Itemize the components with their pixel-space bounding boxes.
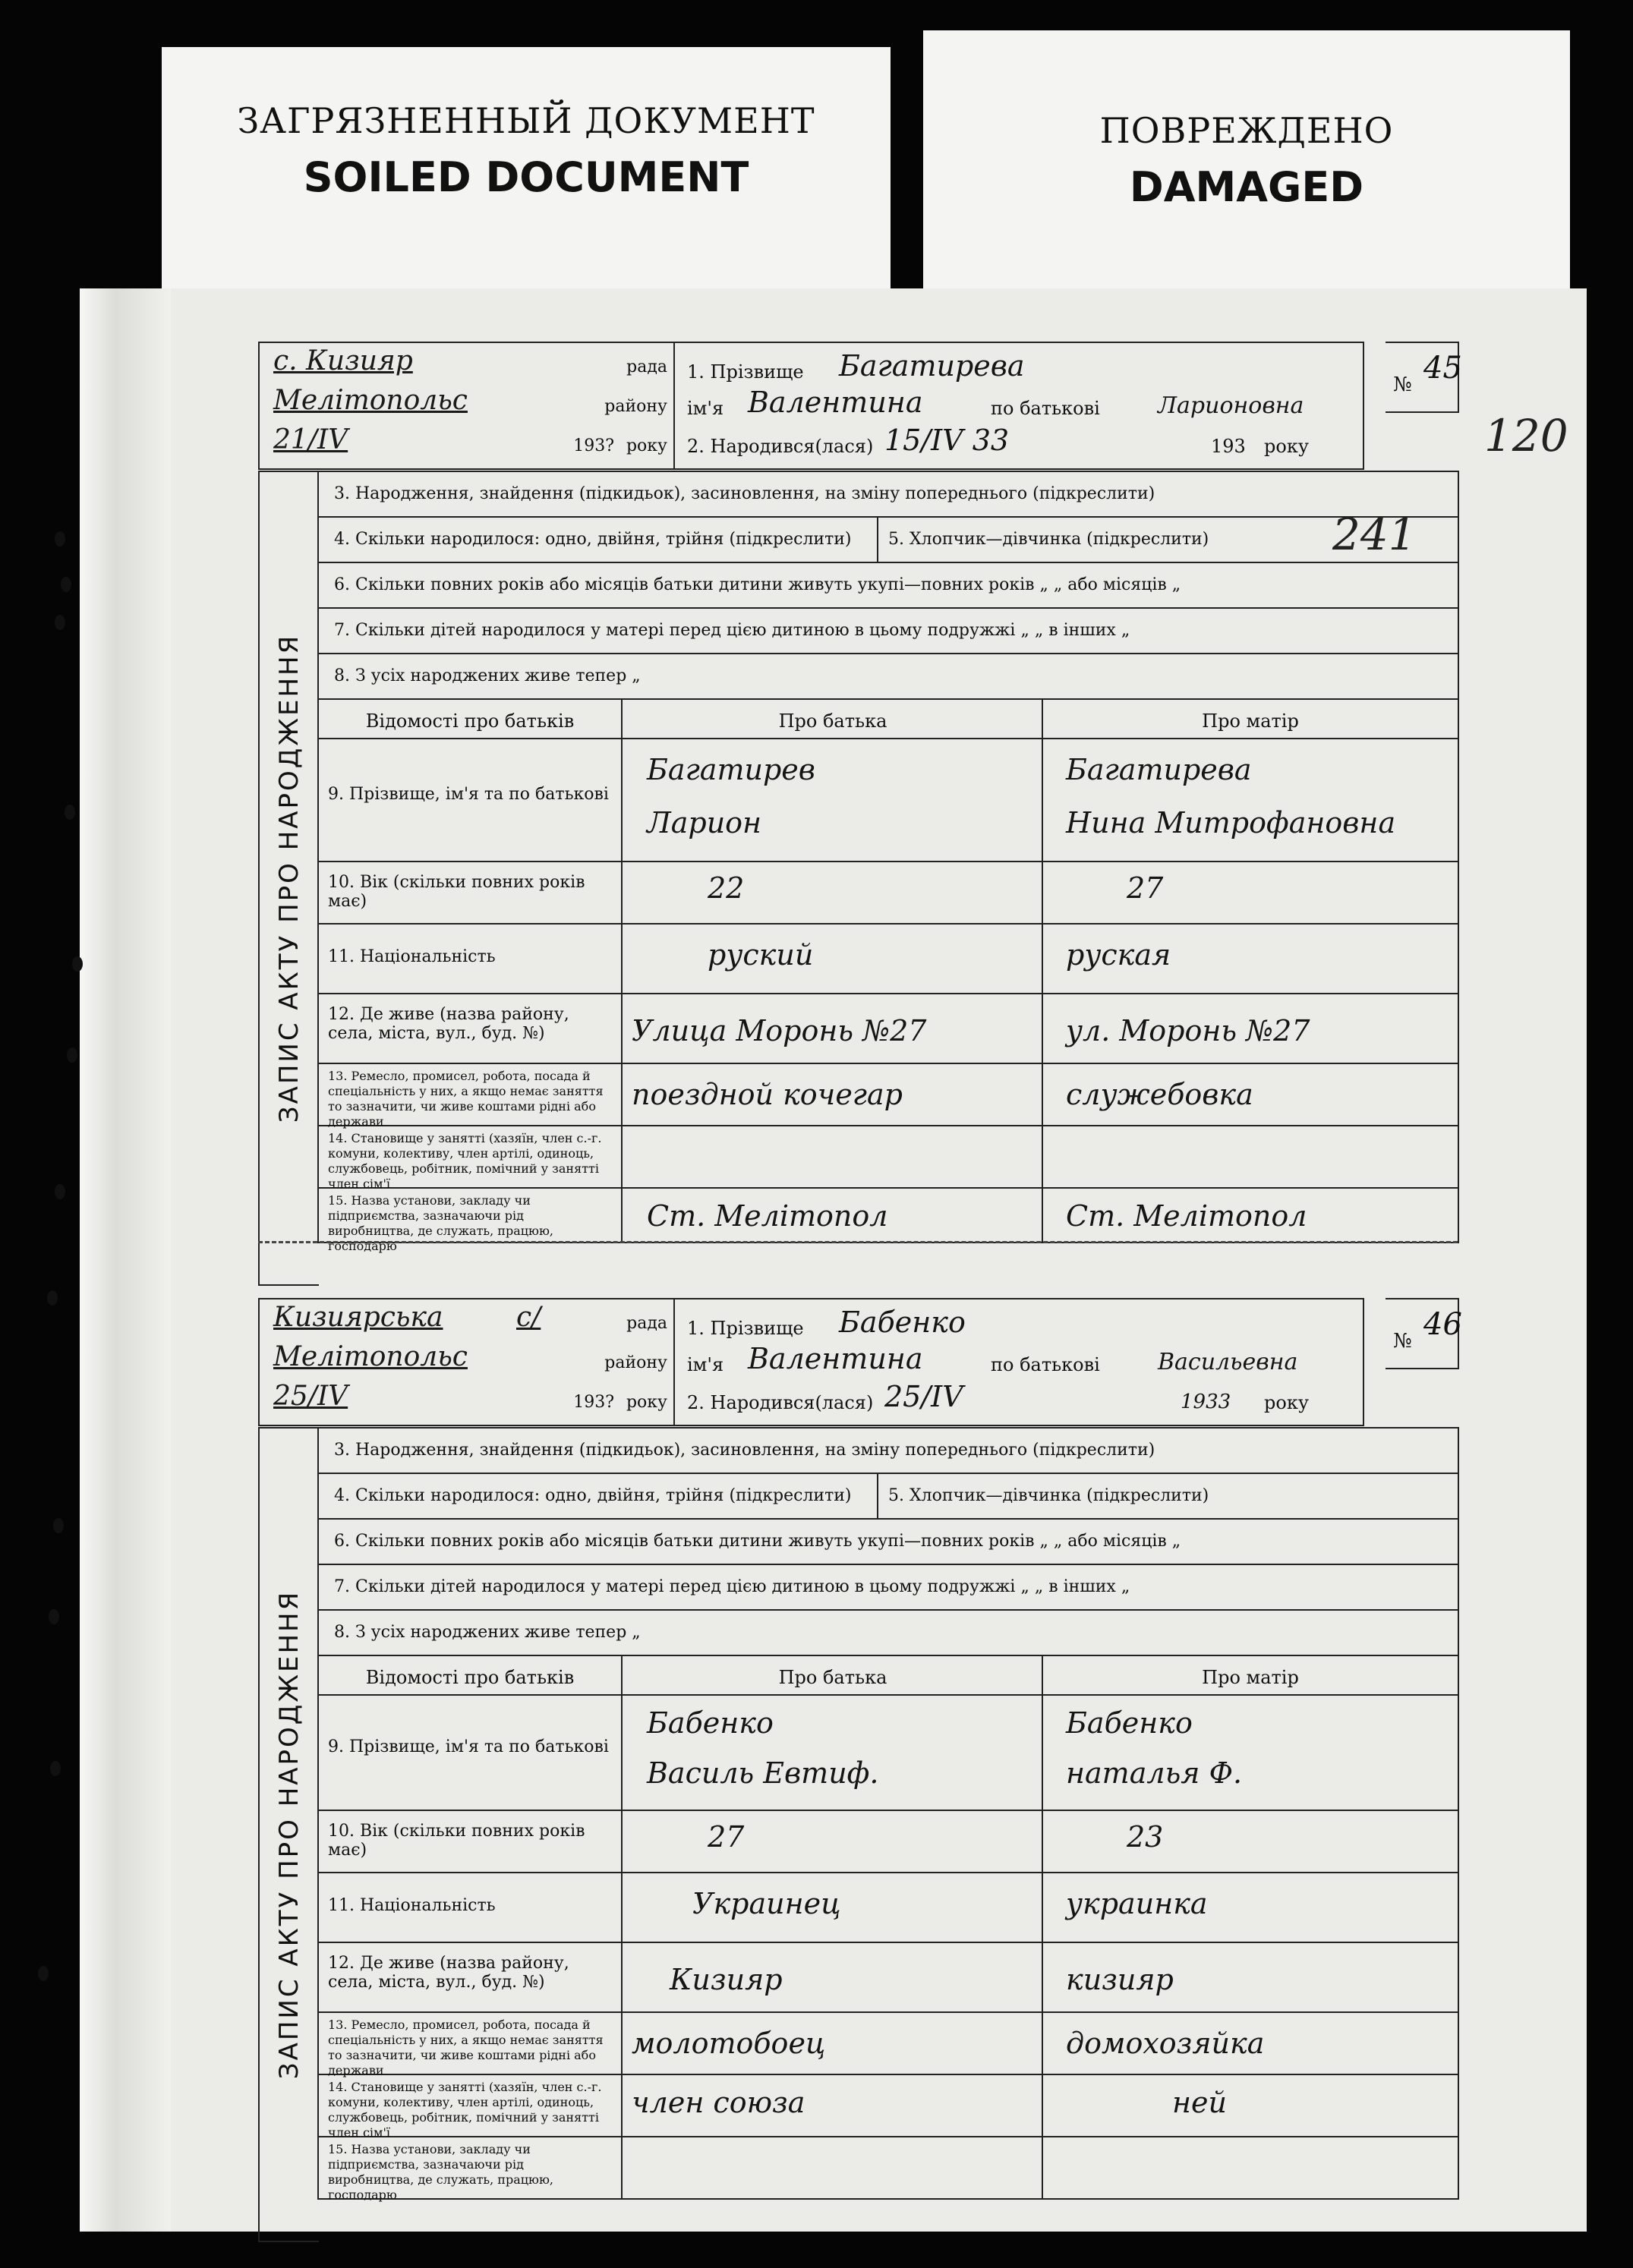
record-number-box bbox=[1386, 342, 1462, 413]
surname-label: 1. Прізвище bbox=[687, 1318, 804, 1339]
line-8: 8. З усіх народжених живе тепер „ bbox=[319, 654, 1458, 700]
line-4-5: 4. Скільки народилося: одно, двійня, трійня (підкреслити) 5. Хлопчик—дівчинка (підкреслити) bbox=[319, 518, 1458, 563]
registry-place-block bbox=[258, 342, 675, 470]
record-number-box bbox=[1386, 1298, 1462, 1369]
parents-table: Відомості про батьків Про батька Про матір 9. Прізвище, ім'я та по батькові Багатирев Ларион Багатирева Нина Митрофановна 10. Вік (скільки повних років має) 22 27 11. Національність руский руская 12. Де живе (назва району, села, міста, вул., буд. №) Улица Моронь №27 ул. Моронь №27 13. Ремесло, промисел, робота, посада й спеціальність у них, а якщо немає заняття то зазначити, чи живе коштами рідні або держави поездной кочегар служебовка 14. Становище у занятті (хазяїн, член с.-г. комуни, колективу, член артілі, одиноць, службовець, робітник, помічний у занятті член сім'ї 15. Назва установи, закладу чи підприємства, зазначаючи рід виробництва, де служать, працюю, господарю Ст. Мелітопол Ст. Мелітопол bbox=[319, 700, 1458, 1242]
punch-hole bbox=[55, 531, 65, 547]
line-8: 8. З усіх народжених живе тепер „ bbox=[319, 1611, 1458, 1656]
date-value: 25/IV bbox=[273, 1381, 348, 1412]
row-nationality: 11. Національність Украинец украинка bbox=[319, 1873, 1458, 1943]
roku-label: року bbox=[626, 1393, 667, 1412]
record-body bbox=[317, 1427, 1459, 2200]
child-info-block bbox=[672, 342, 1364, 470]
father-name: Ларион bbox=[647, 806, 762, 839]
born-value: 15/IV 33 bbox=[884, 424, 1010, 457]
mother-occupation: домохозяйка bbox=[1066, 2027, 1265, 2060]
soiled-label-ru: ЗАГРЯЗНЕННЫЙ ДОКУМЕНТ bbox=[237, 100, 815, 141]
row-status: 14. Становище у занятті (хазяїн, член с.-г. комуни, колективу, член артілі, одиноць, службовець, робітник, помічний у занятті член сім'ї член союза ней bbox=[319, 2075, 1458, 2137]
damaged-label-en: DAMAGED bbox=[1129, 163, 1364, 211]
mother-name: наталья Ф. bbox=[1066, 1756, 1243, 1790]
father-nationality: Украинец bbox=[692, 1887, 841, 1920]
row-workplace: 15. Назва установи, закладу чи підприємства, зазначаючи рід виробництва, де служать, працюю, господарю Ст. Мелітопол Ст. Мелітопол bbox=[319, 1189, 1458, 1242]
mother-surname: Бабенко bbox=[1066, 1706, 1193, 1740]
village-value: Кизиярська bbox=[273, 1302, 443, 1333]
row-address: 12. Де живе (назва району, села, міста, вул., буд. №) Улица Моронь №27 ул. Моронь №27 bbox=[319, 994, 1458, 1064]
record-separator bbox=[258, 1241, 1458, 1243]
line-3: 3. Народження, знайдення (підкидьок), засиновлення, на зміну попереднього (підкреслити) bbox=[319, 1429, 1458, 1474]
punch-hole bbox=[50, 1761, 61, 1776]
name-label: ім'я bbox=[687, 1354, 724, 1375]
patronymic-value: Васильевна bbox=[1158, 1349, 1298, 1375]
village-suffix: с/ bbox=[516, 1302, 541, 1333]
punch-hole bbox=[38, 1966, 49, 1981]
raion-value: Мелітопольс bbox=[273, 1341, 468, 1372]
line-7: 7. Скільки дітей народилося у матері перед цією дитиною в цьому подружжі „ „ в інших „ bbox=[319, 1565, 1458, 1611]
soiled-label-en: SOILED DOCUMENT bbox=[303, 153, 749, 201]
year-value: 193? bbox=[573, 436, 614, 455]
line-6: 6. Скільки повних років або місяців батьки дитини живуть укупі—повних років „ „ або місяців „ bbox=[319, 1520, 1458, 1565]
raion-value: Мелітопольс bbox=[273, 385, 468, 416]
mother-nationality: руская bbox=[1066, 938, 1171, 972]
mother-age: 23 bbox=[1127, 1820, 1164, 1854]
soiled-document-label bbox=[162, 47, 891, 291]
father-address: Кизияр bbox=[670, 1963, 783, 1996]
row-age: 10. Вік (скільки повних років має) 22 27 bbox=[319, 862, 1458, 925]
mother-address: кизияр bbox=[1066, 1963, 1174, 1996]
sheet-binding-edge bbox=[80, 288, 171, 2232]
punch-hole bbox=[49, 1609, 59, 1624]
father-name: Василь Евтиф. bbox=[647, 1756, 879, 1790]
father-age: 22 bbox=[708, 871, 745, 905]
patronymic-label: по батькові bbox=[991, 1354, 1100, 1375]
surname-value: Бабенко bbox=[839, 1306, 966, 1339]
name-value: Валентина bbox=[748, 1342, 923, 1375]
mother-nationality: украинка bbox=[1066, 1887, 1208, 1920]
father-surname: Багатирев bbox=[647, 753, 815, 786]
punch-hole bbox=[55, 615, 65, 630]
row-address: 12. Де живе (назва району, села, міста, вул., буд. №) Кизияр кизияр bbox=[319, 1943, 1458, 2013]
punch-hole bbox=[55, 1184, 65, 1199]
roku-label: року bbox=[1264, 436, 1309, 457]
damaged-label-ru: ПОВРЕЖДЕНО bbox=[1099, 110, 1394, 151]
roku-label: року bbox=[1264, 1392, 1309, 1413]
margin-note: 120 bbox=[1484, 410, 1568, 461]
name-value: Валентина bbox=[748, 386, 923, 419]
mother-status: ней bbox=[1172, 2086, 1227, 2119]
year-value: 193? bbox=[573, 1393, 614, 1412]
mother-address: ул. Моронь №27 bbox=[1066, 1014, 1310, 1047]
registry-place-block bbox=[258, 1298, 675, 1426]
punch-hole bbox=[53, 1518, 64, 1533]
surname-label: 1. Прізвище bbox=[687, 361, 804, 383]
row-status: 14. Становище у занятті (хазяїн, член с.-г. комуни, колективу, член артілі, одиноць, службовець, робітник, помічний у занятті член сім'ї bbox=[319, 1126, 1458, 1189]
side-title: ЗАПИС АКТУ ПРО НАРОДЖЕННЯ bbox=[258, 471, 319, 1286]
year-193-label: 193 bbox=[1211, 436, 1246, 457]
date-value: 21/IV bbox=[273, 424, 348, 455]
damaged-label bbox=[923, 30, 1570, 301]
row-age: 10. Вік (скільки повних років має) 27 23 bbox=[319, 1811, 1458, 1873]
mother-workplace: Ст. Мелітопол bbox=[1066, 1199, 1307, 1233]
line-7: 7. Скільки дітей народилося у матері перед цією дитиною в цьому подружжі „ „ в інших „ bbox=[319, 609, 1458, 654]
raion-label: району bbox=[604, 1353, 667, 1372]
number-label: № bbox=[1393, 1330, 1412, 1353]
row-name: 9. Прізвище, ім'я та по батькові Бабенко Василь Евтиф. Бабенко наталья Ф. bbox=[319, 1696, 1458, 1811]
record-body bbox=[317, 471, 1459, 1253]
born-label: 2. Народився(лася) bbox=[687, 1392, 874, 1413]
father-surname: Бабенко bbox=[647, 1706, 774, 1740]
punch-hole bbox=[65, 805, 75, 820]
patronymic-label: по батькові bbox=[991, 398, 1100, 419]
year-born-value: 1933 bbox=[1181, 1391, 1231, 1413]
roku-label: року bbox=[626, 436, 667, 455]
row-workplace: 15. Назва установи, закладу чи підприємства, зазначаючи рід виробництва, де служать, працюю, господарю bbox=[319, 2137, 1458, 2198]
row-occupation: 13. Ремесло, промисел, робота, посада й спеціальність у них, а якщо немає заняття то зазначити, чи живе коштами рідні або держави молотобоец домохозяйка bbox=[319, 2013, 1458, 2075]
born-label: 2. Народився(лася) bbox=[687, 436, 874, 457]
born-value: 25/IV bbox=[884, 1380, 963, 1413]
punch-hole bbox=[47, 1290, 58, 1306]
child-info-block bbox=[672, 1298, 1364, 1426]
margin-note: 241 bbox=[1332, 509, 1417, 560]
line-4-5: 4. Скільки народилося: одно, двійня, трійня (підкреслити) 5. Хлопчик—дівчинка (підкреслити) bbox=[319, 1474, 1458, 1520]
father-workplace: Ст. Мелітопол bbox=[647, 1199, 888, 1233]
mother-name: Нина Митрофановна bbox=[1066, 806, 1396, 839]
rada-label: рада bbox=[626, 358, 667, 376]
patronymic-value: Ларионовна bbox=[1158, 392, 1304, 419]
line-3: 3. Народження, знайдення (підкидьок), засиновлення, на зміну попереднього (підкреслити) bbox=[319, 472, 1458, 518]
punch-hole bbox=[72, 956, 83, 972]
father-occupation: молотобоец bbox=[632, 2027, 826, 2060]
punch-hole bbox=[61, 577, 71, 592]
father-address: Улица Моронь №27 bbox=[632, 1014, 927, 1047]
father-status: член союза bbox=[632, 2086, 805, 2119]
punch-hole bbox=[67, 1047, 77, 1063]
number-label: № bbox=[1393, 373, 1412, 396]
surname-value: Багатирева bbox=[839, 349, 1025, 383]
parents-table: Відомості про батьків Про батька Про матір 9. Прізвище, ім'я та по батькові Бабенко Василь Евтиф. Бабенко наталья Ф. 10. Вік (скільки повних років має) 27 23 11. Національність Украинец украинка 12. Де живе (назва району, села, міста, вул., буд. №) Кизияр кизияр 13. Ремесло, промисел, робота, посада й спеціальність у них, а якщо немає заняття то зазначити, чи живе коштами рідні або держави молотобоец домохозяйка 14. Становище у занятті (хазяїн, член с.-г. комуни, колективу, член артілі, одиноць, службовець, робітник, помічний у занятті член сім'ї член союза ней 15. Назва установи, закладу чи підприємства, зазначаючи рід виробництва, де служать, працюю, господарю bbox=[319, 1656, 1458, 2198]
mother-age: 27 bbox=[1127, 871, 1164, 905]
record-number: 45 bbox=[1423, 351, 1462, 386]
row-occupation: 13. Ремесло, промисел, робота, посада й спеціальність у них, а якщо немає заняття то зазначити, чи живе коштами рідні або держави поездной кочегар служебовка bbox=[319, 1064, 1458, 1126]
father-nationality: руский bbox=[708, 938, 814, 972]
rada-label: рада bbox=[626, 1314, 667, 1333]
record-number: 46 bbox=[1423, 1307, 1462, 1342]
raion-label: району bbox=[604, 397, 667, 416]
mother-occupation: служебовка bbox=[1066, 1078, 1253, 1111]
row-nationality: 11. Національність руский руская bbox=[319, 925, 1458, 994]
mother-surname: Багатирева bbox=[1066, 753, 1252, 786]
row-name: 9. Прізвище, ім'я та по батькові Багатирев Ларион Багатирева Нина Митрофановна bbox=[319, 739, 1458, 862]
village-value: с. Кизияр bbox=[273, 345, 413, 376]
name-label: ім'я bbox=[687, 398, 724, 419]
side-title: ЗАПИС АКТУ ПРО НАРОДЖЕННЯ bbox=[258, 1427, 319, 2242]
line-6: 6. Скільки повних років або місяців батьки дитини живуть укупі—повних років „ „ або місяців „ bbox=[319, 563, 1458, 609]
father-age: 27 bbox=[708, 1820, 745, 1854]
father-occupation: поездной кочегар bbox=[632, 1078, 903, 1111]
